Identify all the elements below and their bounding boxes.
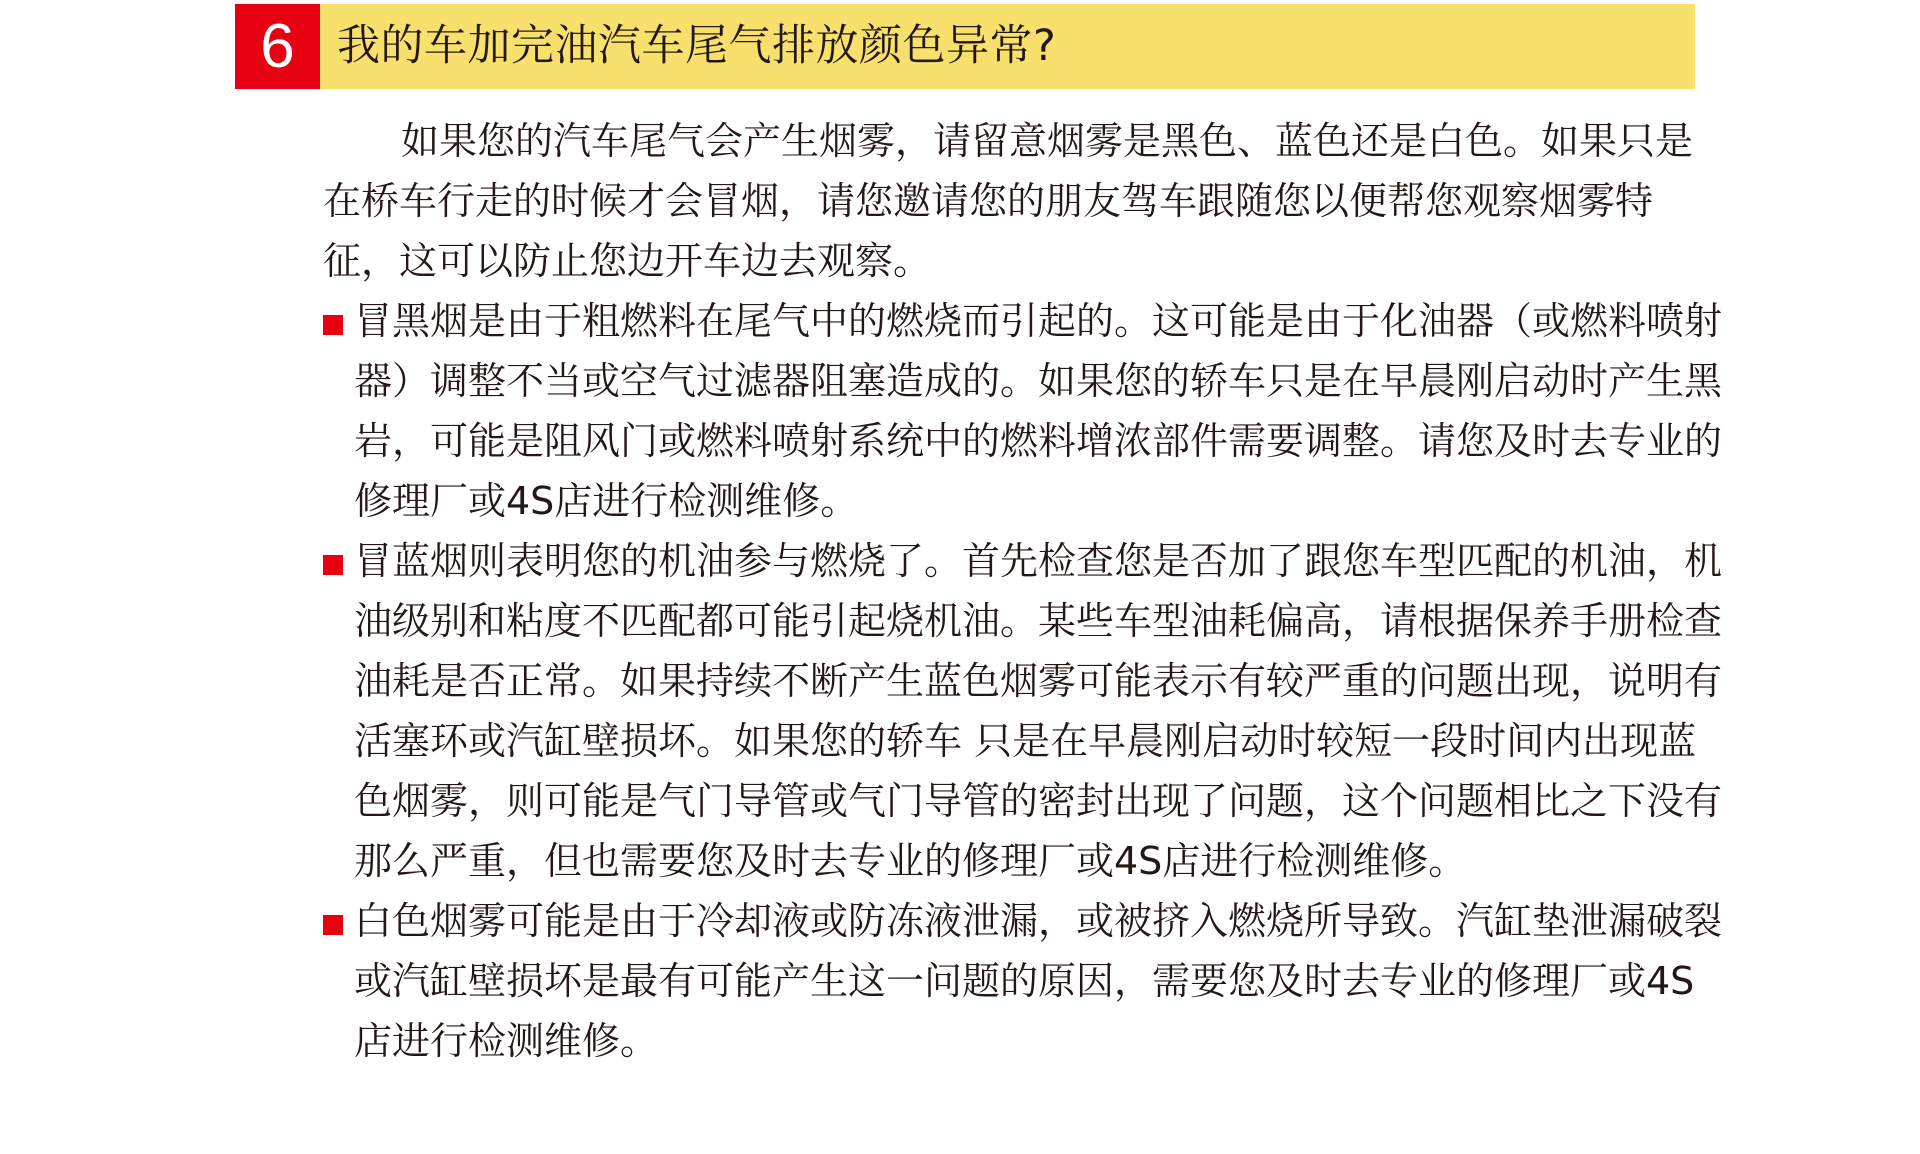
list-item-text: 冒蓝烟则表明您的机油参与燃烧了。首先检查您是否加了跟您车型匹配的机油，机油级别和粘度不匹配都可能引起烧机油。某些车型油耗偏高，请根据保养手册检查油耗是否正常。如果持续不断产生蓝色烟雾可能表示有较严重的问题出现，说明有活塞环或汽缸壁损坏。如果您的轿车 只是在早晨刚启动时较短一段时间内出现蓝色烟雾，则可能是气门导管或气门导管的密封出现了问题，这个问题相比之下没有那么严重，但也需要您及时去专业的修理厂或4S店进行检测维修。 (354, 539, 1723, 883)
section-title: 我的车加完油汽车尾气排放颜色异常? (337, 21, 1057, 71)
article-body (323, 111, 1723, 1071)
list-item-text: 冒黑烟是由于粗燃料在尾气中的燃烧而引起的。这可能是由于化油器（或燃料喷射器）调整不当或空气过滤器阻塞造成的。如果您的轿车只是在早晨刚启动时产生黑岩，可能是阻风门或燃料喷射系统中的燃料增浓部件需要调整。请您及时去专业的修理厂或4S店进行检测维修。 (354, 299, 1723, 523)
list-item-black-smoke (323, 291, 1723, 531)
section-number: 6 (235, 4, 320, 89)
intro-paragraph: 如果您的汽车尾气会产生烟雾，请留意烟雾是黑色、蓝色还是白色。如果只是在桥车行走的时候才会冒烟，请您邀请您的朋友驾车跟随您以便帮您观察烟雾特征，这可以防止您边开车边去观察。 (323, 119, 1694, 283)
list-item-blue-smoke (323, 531, 1723, 891)
red-square-bullet-icon (323, 915, 343, 935)
list-item-text: 白色烟雾可能是由于冷却液或防冻液泄漏，或被挤入燃烧所导致。汽缸垫泄漏破裂或汽缸壁损坏是最有可能产生这一问题的原因，需要您及时去专业的修理厂或4S店进行检测维修。 (354, 899, 1723, 1063)
list-item-white-smoke (323, 891, 1723, 1071)
red-square-bullet-icon (323, 555, 343, 575)
red-square-bullet-icon (323, 315, 343, 335)
section-header (235, 4, 1695, 89)
